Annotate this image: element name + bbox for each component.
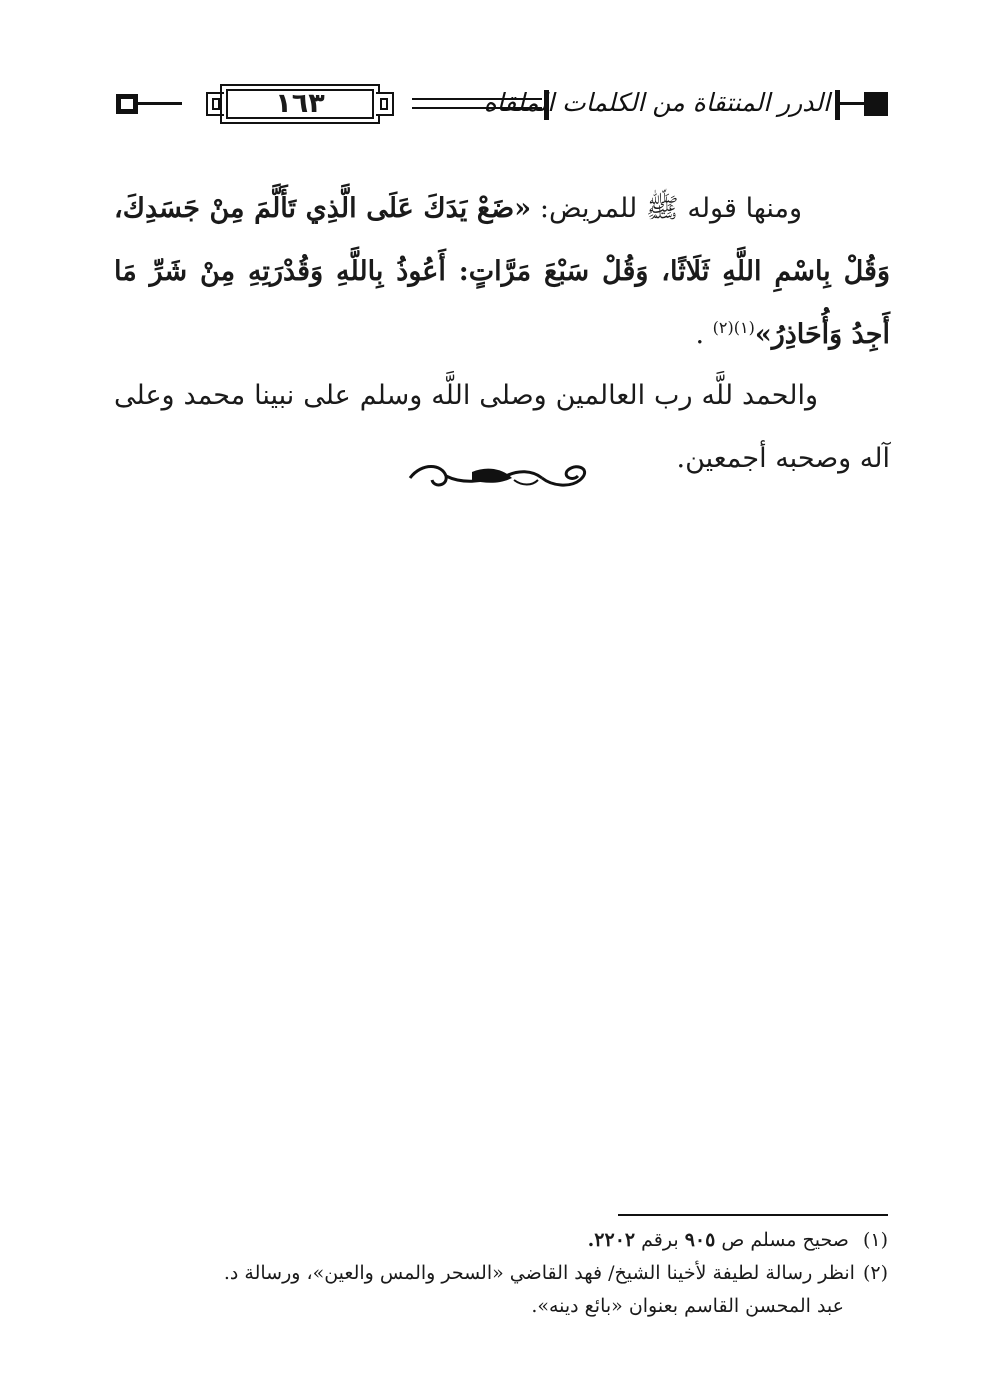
header-rule: [138, 102, 182, 105]
hadith-quote: «ضَعْ يَدَكَ عَلَى الَّذِي تَأَلَّمَ مِنْ جَسَدِكَ، وَقُلْ بِاسْمِ اللَّهِ ثَلَاثًا، وَقُلْ سَبْعَ مَرَّاتٍ: أَعُوذُ بِاللَّهِ وَقُدْرَتِهِ مِنْ شَرِّ مَا أَجِدُ وَأُحَاذِرُ»: [114, 193, 890, 350]
header-square-ornament-left: [116, 94, 138, 114]
paragraph-hadith: [114, 177, 890, 366]
footnote-hadith-number: ٢٢٠٢.: [587, 1229, 636, 1251]
header-square-ornament-right: [864, 92, 888, 116]
page-number-frame: [204, 84, 396, 124]
footnote-text-continued: عبد المحسن القاسم بعنوان «بائع دينه».: [531, 1295, 844, 1317]
paragraph-end: .: [695, 319, 705, 350]
paragraph-intro: ومنها قوله ﷺ للمريض:: [539, 193, 802, 224]
footnote-number: (١): [862, 1229, 888, 1251]
footnote-separator: [618, 1214, 888, 1216]
footnote-text: صحيح مسلم ص: [721, 1229, 849, 1251]
footnote-2: [114, 1257, 888, 1323]
running-title: الدرر المنتقاة من الكلمات الملقاة: [483, 88, 830, 117]
footnote-text: انظر رسالة لطيفة لأخينا الشيخ/ فهد القاضي «السحر والمس والعين»، ورسالة د.: [223, 1262, 855, 1284]
page-number: ١٦٣: [275, 88, 325, 119]
paragraph-closing: والحمد للَّه رب العالمين وصلى اللَّه وسلم على نبينا محمد وعلى آله وصحبه أجمعين.: [114, 380, 890, 474]
frame-wing-right: [376, 92, 394, 116]
section-end-ornament: [402, 458, 602, 498]
header-bar-right: [835, 90, 840, 120]
header-rule: [840, 102, 864, 105]
footnote-page-ref: ٩٠٥: [684, 1229, 716, 1251]
page-header: [116, 84, 888, 130]
footnote-number: (٢): [862, 1262, 888, 1284]
footnotes: [114, 1224, 888, 1323]
footnote-text: برقم: [641, 1229, 679, 1251]
footnote-1: [114, 1224, 888, 1257]
footnote-refs: (١)(٢): [712, 318, 755, 337]
